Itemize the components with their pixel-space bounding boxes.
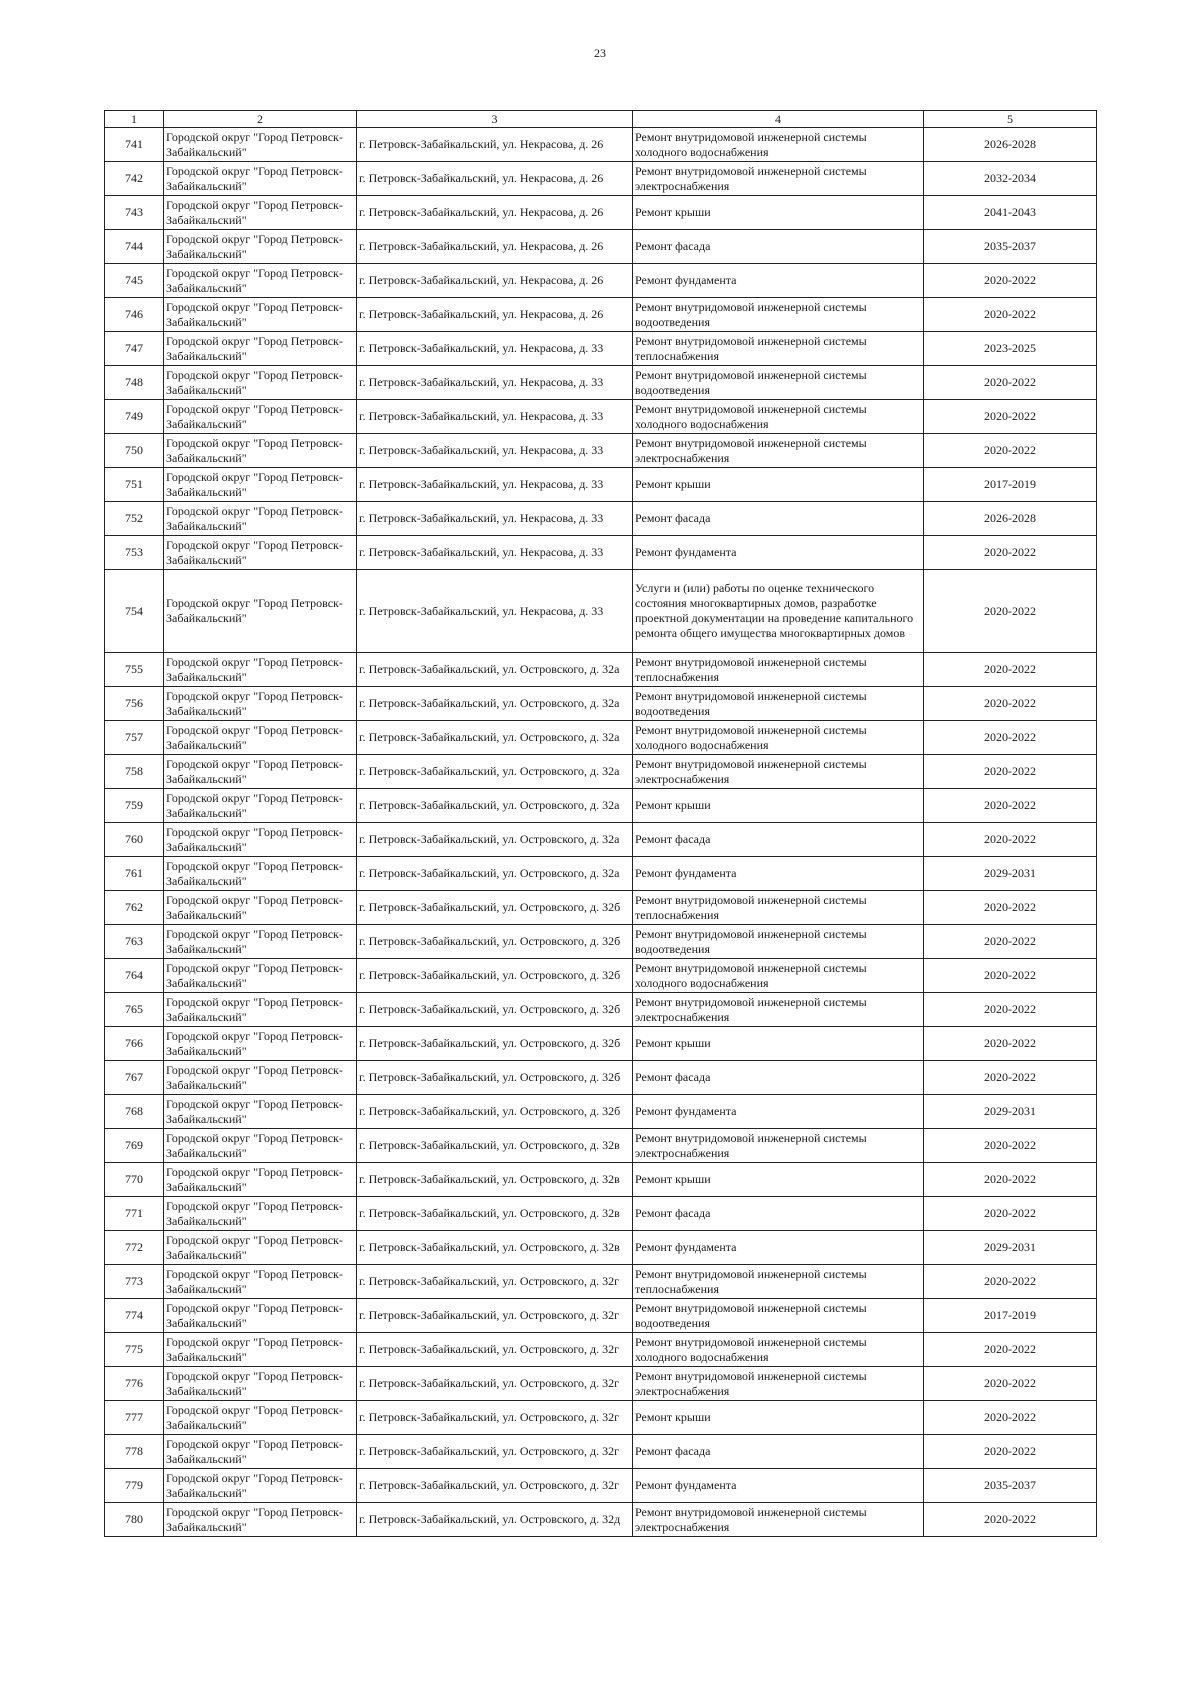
column-number-header-row	[105, 111, 1097, 128]
period-cell: 2026-2028	[924, 128, 1097, 162]
period-cell: 2026-2028	[924, 502, 1097, 536]
table-row	[105, 891, 1097, 925]
row-number-cell: 758	[105, 755, 164, 789]
period-cell: 2029-2031	[924, 1095, 1097, 1129]
work-type-cell: Ремонт фундамента	[633, 536, 924, 570]
work-type-cell: Ремонт внутридомовой инженерной системы водоотведения	[633, 366, 924, 400]
period-cell: 2020-2022	[924, 1401, 1097, 1435]
period-cell: 2020-2022	[924, 993, 1097, 1027]
address-cell: г. Петровск-Забайкальский, ул. Островского, д. 32г	[357, 1299, 633, 1333]
work-type-cell: Ремонт фундамента	[633, 264, 924, 298]
period-cell: 2020-2022	[924, 1027, 1097, 1061]
period-cell: 2020-2022	[924, 1061, 1097, 1095]
work-type-cell: Ремонт крыши	[633, 1163, 924, 1197]
period-cell: 2020-2022	[924, 1163, 1097, 1197]
municipality-cell: Городской округ "Город Петровск-Забайкальский"	[164, 1197, 357, 1231]
municipality-cell: Городской округ "Город Петровск-Забайкальский"	[164, 891, 357, 925]
address-cell: г. Петровск-Забайкальский, ул. Некрасова, д. 33	[357, 434, 633, 468]
table-row	[105, 196, 1097, 230]
address-cell: г. Петровск-Забайкальский, ул. Некрасова, д. 33	[357, 468, 633, 502]
municipality-cell: Городской округ "Город Петровск-Забайкальский"	[164, 1367, 357, 1401]
period-cell: 2035-2037	[924, 1469, 1097, 1503]
municipality-cell: Городской округ "Город Петровск-Забайкальский"	[164, 1231, 357, 1265]
table-row	[105, 721, 1097, 755]
address-cell: г. Петровск-Забайкальский, ул. Островского, д. 32г	[357, 1435, 633, 1469]
work-type-cell: Ремонт фасада	[633, 502, 924, 536]
row-number-cell: 743	[105, 196, 164, 230]
row-number-cell: 751	[105, 468, 164, 502]
table-row	[105, 570, 1097, 653]
row-number-cell: 769	[105, 1129, 164, 1163]
municipality-cell: Городской округ "Город Петровск-Забайкальский"	[164, 570, 357, 653]
row-number-cell: 761	[105, 857, 164, 891]
address-cell: г. Петровск-Забайкальский, ул. Островского, д. 32в	[357, 1197, 633, 1231]
period-cell: 2020-2022	[924, 434, 1097, 468]
period-cell: 2020-2022	[924, 536, 1097, 570]
work-type-cell: Ремонт внутридомовой инженерной системы холодного водоснабжения	[633, 1333, 924, 1367]
work-type-cell: Ремонт внутридомовой инженерной системы электроснабжения	[633, 1503, 924, 1537]
row-number-cell: 767	[105, 1061, 164, 1095]
table-row	[105, 755, 1097, 789]
period-cell: 2020-2022	[924, 687, 1097, 721]
row-number-cell: 744	[105, 230, 164, 264]
table-row	[105, 264, 1097, 298]
row-number-cell: 750	[105, 434, 164, 468]
period-cell: 2023-2025	[924, 332, 1097, 366]
row-number-cell: 777	[105, 1401, 164, 1435]
period-cell: 2020-2022	[924, 1435, 1097, 1469]
municipality-cell: Городской округ "Город Петровск-Забайкальский"	[164, 1503, 357, 1537]
work-type-cell: Ремонт внутридомовой инженерной системы водоотведения	[633, 925, 924, 959]
address-cell: г. Петровск-Забайкальский, ул. Островского, д. 32б	[357, 1027, 633, 1061]
work-type-cell: Ремонт крыши	[633, 1027, 924, 1061]
table-row	[105, 1401, 1097, 1435]
column-header-3: 3	[357, 111, 633, 128]
row-number-cell: 742	[105, 162, 164, 196]
work-type-cell: Ремонт фасада	[633, 1435, 924, 1469]
municipality-cell: Городской округ "Город Петровск-Забайкальский"	[164, 298, 357, 332]
address-cell: г. Петровск-Забайкальский, ул. Островского, д. 32б	[357, 1095, 633, 1129]
address-cell: г. Петровск-Забайкальский, ул. Островского, д. 32г	[357, 1401, 633, 1435]
address-cell: г. Петровск-Забайкальский, ул. Островского, д. 32г	[357, 1469, 633, 1503]
row-number-cell: 756	[105, 687, 164, 721]
municipality-cell: Городской округ "Город Петровск-Забайкальский"	[164, 1469, 357, 1503]
municipality-cell: Городской округ "Город Петровск-Забайкальский"	[164, 721, 357, 755]
municipality-cell: Городской округ "Город Петровск-Забайкальский"	[164, 1027, 357, 1061]
municipality-cell: Городской округ "Город Петровск-Забайкальский"	[164, 925, 357, 959]
period-cell: 2020-2022	[924, 1333, 1097, 1367]
work-type-cell: Ремонт крыши	[633, 468, 924, 502]
address-cell: г. Петровск-Забайкальский, ул. Островского, д. 32г	[357, 1367, 633, 1401]
table-row	[105, 1367, 1097, 1401]
municipality-cell: Городской округ "Город Петровск-Забайкальский"	[164, 502, 357, 536]
period-cell: 2020-2022	[924, 570, 1097, 653]
row-number-cell: 770	[105, 1163, 164, 1197]
work-type-cell: Ремонт внутридомовой инженерной системы теплоснабжения	[633, 1265, 924, 1299]
row-number-cell: 749	[105, 400, 164, 434]
row-number-cell: 753	[105, 536, 164, 570]
table-row	[105, 959, 1097, 993]
table-row	[105, 502, 1097, 536]
work-type-cell: Ремонт внутридомовой инженерной системы теплоснабжения	[633, 653, 924, 687]
address-cell: г. Петровск-Забайкальский, ул. Некрасова, д. 26	[357, 196, 633, 230]
row-number-cell: 778	[105, 1435, 164, 1469]
address-cell: г. Петровск-Забайкальский, ул. Островского, д. 32а	[357, 823, 633, 857]
table-row	[105, 366, 1097, 400]
row-number-cell: 760	[105, 823, 164, 857]
period-cell: 2020-2022	[924, 264, 1097, 298]
address-cell: г. Петровск-Забайкальский, ул. Некрасова, д. 33	[357, 332, 633, 366]
table-row	[105, 1163, 1097, 1197]
table-row	[105, 400, 1097, 434]
work-type-cell: Ремонт фундамента	[633, 857, 924, 891]
row-number-cell: 774	[105, 1299, 164, 1333]
table-row	[105, 230, 1097, 264]
table-row	[105, 332, 1097, 366]
table-row	[105, 1333, 1097, 1367]
municipality-cell: Городской округ "Город Петровск-Забайкальский"	[164, 536, 357, 570]
municipality-cell: Городской округ "Город Петровск-Забайкальский"	[164, 653, 357, 687]
row-number-cell: 763	[105, 925, 164, 959]
municipality-cell: Городской округ "Город Петровск-Забайкальский"	[164, 687, 357, 721]
municipality-cell: Городской округ "Город Петровск-Забайкальский"	[164, 128, 357, 162]
address-cell: г. Петровск-Забайкальский, ул. Некрасова, д. 26	[357, 162, 633, 196]
period-cell: 2020-2022	[924, 298, 1097, 332]
address-cell: г. Петровск-Забайкальский, ул. Некрасова, д. 26	[357, 264, 633, 298]
row-number-cell: 775	[105, 1333, 164, 1367]
address-cell: г. Петровск-Забайкальский, ул. Островского, д. 32б	[357, 959, 633, 993]
period-cell: 2020-2022	[924, 366, 1097, 400]
row-number-cell: 757	[105, 721, 164, 755]
table-row	[105, 1469, 1097, 1503]
column-header-1: 1	[105, 111, 164, 128]
address-cell: г. Петровск-Забайкальский, ул. Островского, д. 32а	[357, 857, 633, 891]
row-number-cell: 754	[105, 570, 164, 653]
row-number-cell: 741	[105, 128, 164, 162]
work-type-cell: Ремонт внутридомовой инженерной системы холодного водоснабжения	[633, 400, 924, 434]
row-number-cell: 759	[105, 789, 164, 823]
work-type-cell: Ремонт фундамента	[633, 1095, 924, 1129]
municipality-cell: Городской округ "Город Петровск-Забайкальский"	[164, 1333, 357, 1367]
municipality-cell: Городской округ "Город Петровск-Забайкальский"	[164, 264, 357, 298]
work-type-cell: Ремонт фасада	[633, 1197, 924, 1231]
municipality-cell: Городской округ "Город Петровск-Забайкальский"	[164, 1265, 357, 1299]
municipality-cell: Городской округ "Город Петровск-Забайкальский"	[164, 1435, 357, 1469]
period-cell: 2020-2022	[924, 925, 1097, 959]
address-cell: г. Петровск-Забайкальский, ул. Островского, д. 32б	[357, 925, 633, 959]
work-type-cell: Ремонт внутридомовой инженерной системы электроснабжения	[633, 162, 924, 196]
table-row	[105, 468, 1097, 502]
table-row	[105, 993, 1097, 1027]
period-cell: 2020-2022	[924, 1265, 1097, 1299]
municipality-cell: Городской округ "Город Петровск-Забайкальский"	[164, 434, 357, 468]
column-header-4: 4	[633, 111, 924, 128]
period-cell: 2020-2022	[924, 1129, 1097, 1163]
period-cell: 2020-2022	[924, 653, 1097, 687]
row-number-cell: 747	[105, 332, 164, 366]
column-header-5: 5	[924, 111, 1097, 128]
table-row	[105, 1435, 1097, 1469]
table-row	[105, 925, 1097, 959]
work-type-cell: Ремонт внутридомовой инженерной системы холодного водоснабжения	[633, 959, 924, 993]
period-cell: 2020-2022	[924, 721, 1097, 755]
row-number-cell: 745	[105, 264, 164, 298]
address-cell: г. Петровск-Забайкальский, ул. Островского, д. 32б	[357, 891, 633, 925]
row-number-cell: 762	[105, 891, 164, 925]
address-cell: г. Петровск-Забайкальский, ул. Островского, д. 32г	[357, 1265, 633, 1299]
work-type-cell: Ремонт внутридомовой инженерной системы электроснабжения	[633, 1129, 924, 1163]
work-type-cell: Ремонт внутридомовой инженерной системы холодного водоснабжения	[633, 721, 924, 755]
period-cell: 2017-2019	[924, 1299, 1097, 1333]
municipality-cell: Городской округ "Город Петровск-Забайкальский"	[164, 1163, 357, 1197]
address-cell: г. Петровск-Забайкальский, ул. Островского, д. 32б	[357, 1061, 633, 1095]
address-cell: г. Петровск-Забайкальский, ул. Островского, д. 32в	[357, 1231, 633, 1265]
address-cell: г. Петровск-Забайкальский, ул. Некрасова, д. 33	[357, 570, 633, 653]
row-number-cell: 755	[105, 653, 164, 687]
table-row	[105, 536, 1097, 570]
work-type-cell: Ремонт фундамента	[633, 1469, 924, 1503]
address-cell: г. Петровск-Забайкальский, ул. Некрасова, д. 33	[357, 366, 633, 400]
address-cell: г. Петровск-Забайкальский, ул. Островского, д. 32а	[357, 687, 633, 721]
table-row	[105, 162, 1097, 196]
address-cell: г. Петровск-Забайкальский, ул. Островского, д. 32в	[357, 1129, 633, 1163]
address-cell: г. Петровск-Забайкальский, ул. Островского, д. 32а	[357, 653, 633, 687]
table-row	[105, 1299, 1097, 1333]
work-type-cell: Ремонт внутридомовой инженерной системы электроснабжения	[633, 434, 924, 468]
period-cell: 2017-2019	[924, 468, 1097, 502]
municipality-cell: Городской округ "Город Петровск-Забайкальский"	[164, 789, 357, 823]
table-row	[105, 434, 1097, 468]
address-cell: г. Петровск-Забайкальский, ул. Островского, д. 32а	[357, 721, 633, 755]
work-type-cell: Ремонт крыши	[633, 789, 924, 823]
row-number-cell: 746	[105, 298, 164, 332]
address-cell: г. Петровск-Забайкальский, ул. Островского, д. 32в	[357, 1163, 633, 1197]
municipality-cell: Городской округ "Город Петровск-Забайкальский"	[164, 1299, 357, 1333]
work-type-cell: Ремонт внутридомовой инженерной системы электроснабжения	[633, 755, 924, 789]
period-cell: 2041-2043	[924, 196, 1097, 230]
period-cell: 2020-2022	[924, 1503, 1097, 1537]
row-number-cell: 765	[105, 993, 164, 1027]
municipality-cell: Городской округ "Город Петровск-Забайкальский"	[164, 400, 357, 434]
column-header-2: 2	[164, 111, 357, 128]
row-number-cell: 748	[105, 366, 164, 400]
period-cell: 2020-2022	[924, 959, 1097, 993]
table-body	[105, 128, 1097, 1537]
period-cell: 2020-2022	[924, 789, 1097, 823]
municipality-cell: Городской округ "Город Петровск-Забайкальский"	[164, 332, 357, 366]
work-type-cell: Ремонт внутридомовой инженерной системы водоотведения	[633, 1299, 924, 1333]
row-number-cell: 776	[105, 1367, 164, 1401]
municipality-cell: Городской округ "Город Петровск-Забайкальский"	[164, 1095, 357, 1129]
table-row	[105, 1197, 1097, 1231]
period-cell: 2032-2034	[924, 162, 1097, 196]
period-cell: 2035-2037	[924, 230, 1097, 264]
row-number-cell: 764	[105, 959, 164, 993]
table-row	[105, 128, 1097, 162]
work-type-cell: Ремонт внутридомовой инженерной системы теплоснабжения	[633, 332, 924, 366]
period-cell: 2020-2022	[924, 1197, 1097, 1231]
row-number-cell: 766	[105, 1027, 164, 1061]
municipality-cell: Городской округ "Город Петровск-Забайкальский"	[164, 1401, 357, 1435]
municipality-cell: Городской округ "Город Петровск-Забайкальский"	[164, 196, 357, 230]
row-number-cell: 771	[105, 1197, 164, 1231]
address-cell: г. Петровск-Забайкальский, ул. Некрасова, д. 33	[357, 400, 633, 434]
work-type-cell: Ремонт внутридомовой инженерной системы электроснабжения	[633, 1367, 924, 1401]
table-row	[105, 653, 1097, 687]
period-cell: 2020-2022	[924, 400, 1097, 434]
period-cell: 2020-2022	[924, 1367, 1097, 1401]
municipality-cell: Городской округ "Город Петровск-Забайкальский"	[164, 230, 357, 264]
municipality-cell: Городской округ "Город Петровск-Забайкальский"	[164, 823, 357, 857]
period-cell: 2029-2031	[924, 1231, 1097, 1265]
page-number: 23	[594, 46, 606, 60]
work-type-cell: Ремонт крыши	[633, 196, 924, 230]
table-row	[105, 1061, 1097, 1095]
table-row	[105, 1129, 1097, 1163]
table-row	[105, 1265, 1097, 1299]
municipality-cell: Городской округ "Город Петровск-Забайкальский"	[164, 1129, 357, 1163]
municipality-cell: Городской округ "Город Петровск-Забайкальский"	[164, 162, 357, 196]
municipality-cell: Городской округ "Город Петровск-Забайкальский"	[164, 755, 357, 789]
address-cell: г. Петровск-Забайкальский, ул. Некрасова, д. 26	[357, 298, 633, 332]
address-cell: г. Петровск-Забайкальский, ул. Островского, д. 32б	[357, 993, 633, 1027]
work-type-cell: Ремонт внутридомовой инженерной системы водоотведения	[633, 687, 924, 721]
table-row	[105, 1503, 1097, 1537]
municipality-cell: Городской округ "Город Петровск-Забайкальский"	[164, 468, 357, 502]
address-cell: г. Петровск-Забайкальский, ул. Некрасова, д. 33	[357, 502, 633, 536]
work-type-cell: Ремонт внутридомовой инженерной системы электроснабжения	[633, 993, 924, 1027]
table-row	[105, 857, 1097, 891]
period-cell: 2020-2022	[924, 891, 1097, 925]
municipality-cell: Городской округ "Город Петровск-Забайкальский"	[164, 993, 357, 1027]
row-number-cell: 780	[105, 1503, 164, 1537]
table-row	[105, 298, 1097, 332]
work-type-cell: Ремонт внутридомовой инженерной системы холодного водоснабжения	[633, 128, 924, 162]
table-row	[105, 789, 1097, 823]
table-row	[105, 687, 1097, 721]
address-cell: г. Петровск-Забайкальский, ул. Некрасова, д. 26	[357, 230, 633, 264]
work-type-cell: Ремонт фасада	[633, 1061, 924, 1095]
row-number-cell: 768	[105, 1095, 164, 1129]
row-number-cell: 779	[105, 1469, 164, 1503]
address-cell: г. Петровск-Забайкальский, ул. Островского, д. 32а	[357, 789, 633, 823]
period-cell: 2020-2022	[924, 755, 1097, 789]
period-cell: 2029-2031	[924, 857, 1097, 891]
row-number-cell: 773	[105, 1265, 164, 1299]
address-cell: г. Петровск-Забайкальский, ул. Некрасова, д. 26	[357, 128, 633, 162]
period-cell: 2020-2022	[924, 823, 1097, 857]
work-type-cell: Ремонт крыши	[633, 1401, 924, 1435]
work-type-cell: Ремонт внутридомовой инженерной системы теплоснабжения	[633, 891, 924, 925]
work-type-cell: Ремонт внутридомовой инженерной системы водоотведения	[633, 298, 924, 332]
work-type-cell: Ремонт фасада	[633, 230, 924, 264]
municipality-cell: Городской округ "Город Петровск-Забайкальский"	[164, 366, 357, 400]
address-cell: г. Петровск-Забайкальский, ул. Островского, д. 32г	[357, 1333, 633, 1367]
work-type-cell: Ремонт фасада	[633, 823, 924, 857]
table-row	[105, 1231, 1097, 1265]
row-number-cell: 752	[105, 502, 164, 536]
municipality-cell: Городской округ "Город Петровск-Забайкальский"	[164, 1061, 357, 1095]
row-number-cell: 772	[105, 1231, 164, 1265]
address-cell: г. Петровск-Забайкальский, ул. Островского, д. 32а	[357, 755, 633, 789]
table-row	[105, 1027, 1097, 1061]
repair-schedule-table	[104, 110, 1097, 1537]
address-cell: г. Петровск-Забайкальский, ул. Некрасова, д. 33	[357, 536, 633, 570]
address-cell: г. Петровск-Забайкальский, ул. Островского, д. 32д	[357, 1503, 633, 1537]
work-type-cell: Услуги и (или) работы по оценке технического состояния многоквартирных домов, разработке проектной документации на проведение капитального ремонта общего имущества многоквартирных домов	[633, 570, 924, 653]
municipality-cell: Городской округ "Город Петровск-Забайкальский"	[164, 857, 357, 891]
table-row	[105, 1095, 1097, 1129]
municipality-cell: Городской округ "Город Петровск-Забайкальский"	[164, 959, 357, 993]
table-row	[105, 823, 1097, 857]
work-type-cell: Ремонт фундамента	[633, 1231, 924, 1265]
